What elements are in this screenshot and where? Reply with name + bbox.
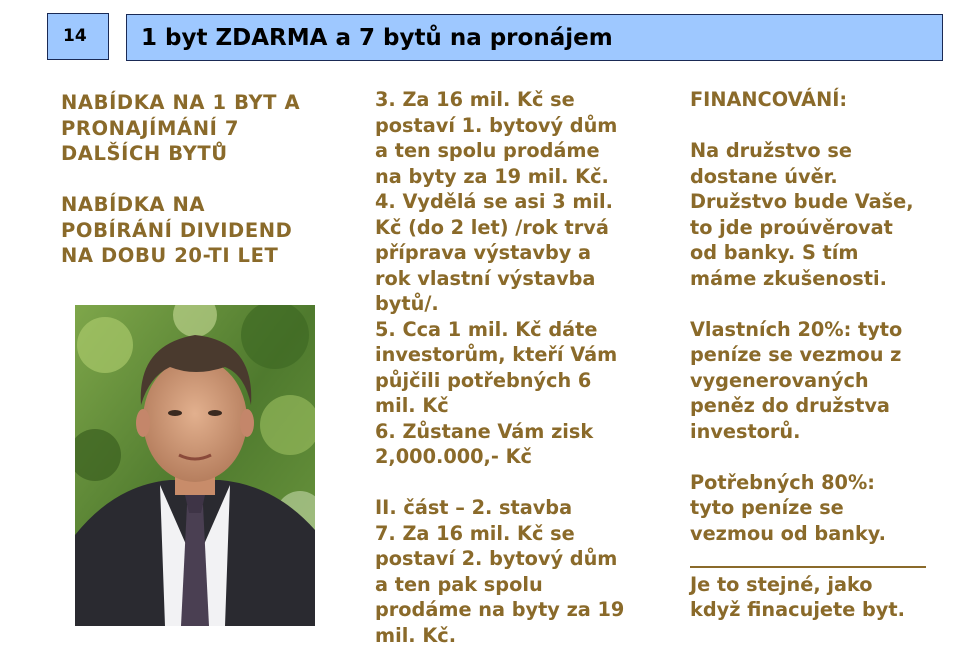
financing-line: vezmou od banky. (690, 521, 914, 547)
step-line: 3. Za 16 mil. Kč se (375, 87, 624, 113)
financing-line: máme zkušenosti. (690, 266, 914, 292)
financing-line: vygenerovaných (690, 368, 914, 394)
financing-line: dostane úvěr. (690, 164, 914, 190)
financing-line: to jde proúvěrovat (690, 215, 914, 241)
offer-line: NABÍDKA NA 1 BYT A (61, 90, 300, 116)
column-steps (375, 87, 624, 648)
step-line: 4. Vydělá se asi 3 mil. (375, 189, 624, 215)
financing-line: peněz do družstva (690, 393, 914, 419)
step-line: Kč (do 2 let) /rok trvá (375, 215, 624, 241)
offer-line: PRONAJÍMÁNÍ 7 (61, 116, 300, 142)
step-line: a ten spolu prodáme (375, 138, 624, 164)
step-line: půjčili potřebných 6 (375, 368, 624, 394)
title-banner (126, 14, 943, 61)
portrait-illustration (75, 305, 315, 626)
step-line: 6. Zůstane Vám zisk (375, 419, 624, 445)
financing-line: Družstvo bude Vaše, (690, 189, 914, 215)
offer-block-apartments (61, 90, 300, 167)
step-line: 7. Za 16 mil. Kč se (375, 521, 624, 547)
divider-rule (690, 566, 926, 568)
financing-line: od banky. S tím (690, 240, 914, 266)
step-line: postaví 1. bytový dům (375, 113, 624, 139)
step-line: příprava výstavby a (375, 240, 624, 266)
financing-line: Na družstvo se (690, 138, 914, 164)
page-number-box (47, 13, 109, 60)
financing-line: tyto peníze se (690, 495, 914, 521)
step-line: 5. Cca 1 mil. Kč dáte (375, 317, 624, 343)
column-offers (61, 90, 300, 269)
offer-line: DALŠÍCH BYTŮ (61, 141, 300, 167)
page-number: 14 (63, 26, 87, 46)
column-financing (690, 87, 914, 623)
step-line: a ten pak spolu (375, 572, 624, 598)
financing-line: Je to stejné, jako (690, 572, 914, 598)
step-line: investorům, kteří Vám (375, 342, 624, 368)
step-line: mil. Kč. (375, 623, 624, 648)
step-line: bytů/. (375, 291, 624, 317)
financing-line: peníze se vezmou z (690, 342, 914, 368)
financing-line: investorů. (690, 419, 914, 445)
financing-line: Potřebných 80%: (690, 470, 914, 496)
step-line: prodáme na byty za 19 (375, 597, 624, 623)
page-title: 1 byt ZDARMA a 7 bytů na pronájem (141, 25, 613, 51)
financing-line: Vlastních 20%: tyto (690, 317, 914, 343)
step-line: rok vlastní výstavba (375, 266, 624, 292)
step-line: mil. Kč (375, 393, 624, 419)
offer-line: NABÍDKA NA (61, 192, 300, 218)
offer-line: NA DOBU 20-TI LET (61, 243, 300, 269)
offer-line: POBÍRÁNÍ DIVIDEND (61, 218, 300, 244)
step-line: II. část – 2. stavba (375, 495, 624, 521)
offer-block-dividends (61, 192, 300, 269)
step-line: 2,000.000,- Kč (375, 444, 624, 470)
financing-line: když finacujete byt. (690, 597, 914, 623)
step-line: na byty za 19 mil. Kč. (375, 164, 624, 190)
step-line: postaví 2. bytový dům (375, 546, 624, 572)
financing-heading: FINANCOVÁNÍ: (690, 87, 914, 113)
portrait-photo (75, 305, 315, 626)
